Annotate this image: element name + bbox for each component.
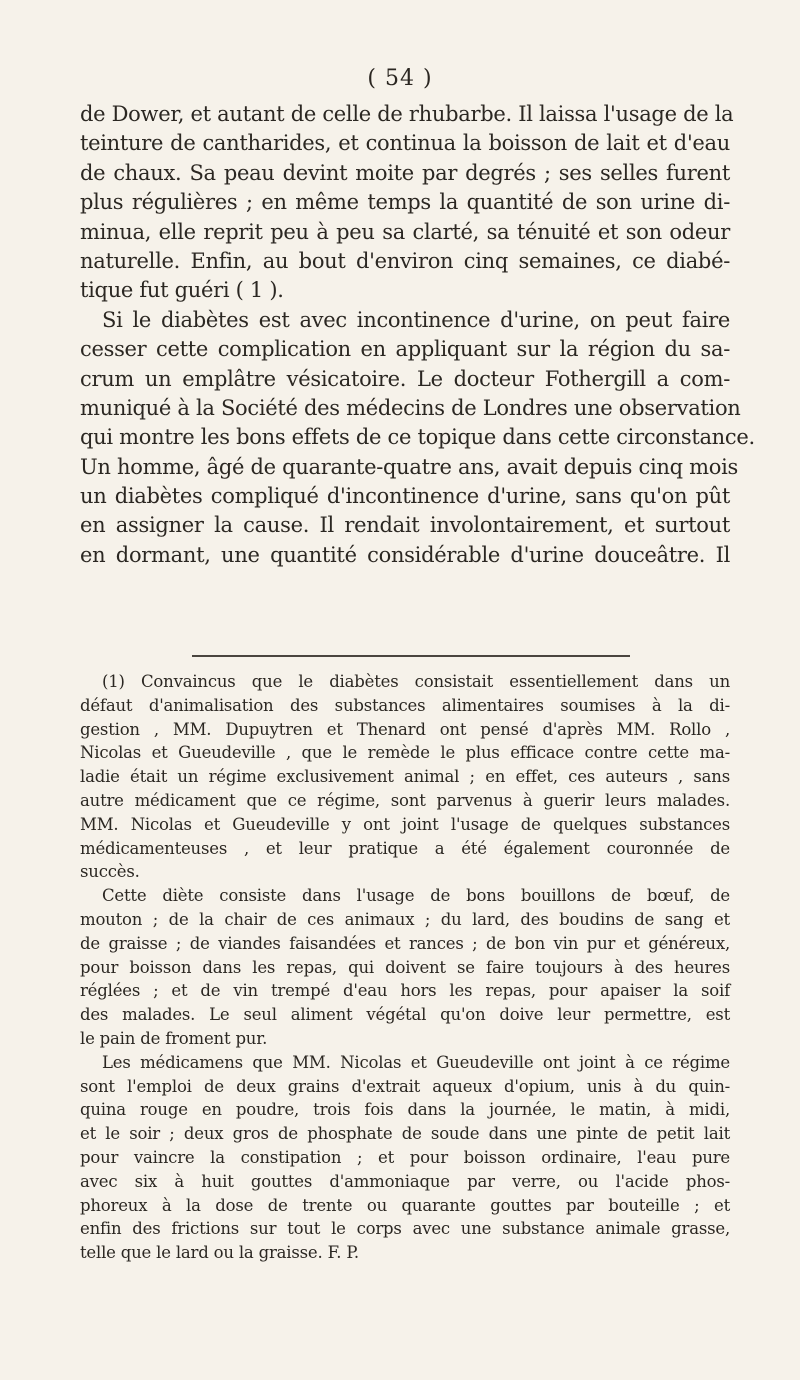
text-line: minua, elle reprit peu à peu sa clarté, sa ténuité et son odeur [80,219,730,244]
text-line: qui montre les bons effets de ce topique dans cette circonstance. [80,425,755,450]
text-line: un diabètes compliqué d'incontinence d'urine, sans qu'on pût [80,484,730,509]
footnote-divider [192,655,630,657]
footnote-line: gestion , MM. Dupuytren et Thenard ont pensé d'après MM. Rollo , [80,719,730,739]
text-line: cesser cette complication en appliquant sur la région du sa- [80,337,730,362]
footnote-line: autre médicament que ce régime, sont parvenus à guerir leurs malades. [80,790,730,810]
footnote-line: défaut d'animalisation des substances alimentaires soumises à la di- [80,695,730,715]
footnote-line: réglées ; et de vin trempé d'eau hors les repas, pour apaiser la soif [80,981,730,1001]
footnote-line: ladie était un régime exclusivement animal ; en effet, ces auteurs , sans [80,767,730,787]
footnote-line: quina rouge en poudre, trois fois dans la journée, le matin, à midi, [80,1100,730,1120]
footnote-line: MM. Nicolas et Gueudeville y ont joint l'usage de quelques substances [80,814,730,834]
text-line: teinture de cantharides, et continua la boisson de lait et d'eau [80,131,730,156]
text-line: naturelle. Enfin, au bout d'environ cinq semaines, ce diabé- [80,248,730,273]
footnote [80,670,730,1265]
footnote-line: de graisse ; de viandes faisandées et rances ; de bon vin pur et généreux, [80,933,730,953]
footnote-line: phoreux à la dose de trente ou quarante gouttes par bouteille ; et [80,1195,730,1215]
footnote-line: mouton ; de la chair de ces animaux ; du lard, des boudins de sang et [80,909,730,929]
footnote-line: des malades. Le seul aliment végétal qu'on doive leur permettre, est [80,1005,730,1025]
text-line: plus régulières ; en même temps la quantité de son urine di- [80,190,730,215]
text-line: crum un emplâtre vésicatoire. Le docteur Fothergill a com- [80,366,730,391]
text-line: Un homme, âgé de quarante-quatre ans, avait depuis cinq mois [80,454,738,479]
footnote-line: sont l'emploi de deux grains d'extrait aqueux d'opium, unis à du quin- [80,1076,730,1096]
footnote-line: médicamenteuses , et leur pratique a été également couronnée de [80,838,730,858]
footnote-line: et le soir ; deux gros de phosphate de soude dans une pinte de petit lait [80,1124,730,1144]
footnote-line: avec six à huit gouttes d'ammoniaque par verre, ou l'acide phos- [80,1171,730,1191]
text-line: en dormant, une quantité considérable d'urine douceâtre. Il [80,542,730,567]
footnote-line: pour vaincre la constipation ; et pour boisson ordinaire, l'eau pure [80,1147,730,1167]
main-text [80,100,755,570]
footnote-line: (1) Convaincus que le diabètes consistait essentiellement dans un [102,672,730,691]
text-line: muniqué à la Société des médecins de Londres une observation [80,395,741,420]
text-line: en assigner la cause. Il rendait involontairement, et surtout [80,513,730,538]
footnote-line: le pain de froment pur. [80,1028,268,1048]
footnote-line: enfin des frictions sur tout le corps avec une substance animale grasse, [80,1219,730,1239]
page-number: ( 54 ) [367,66,433,91]
text-line: de Dower, et autant de celle de rhubarbe. Il laissa l'usage de la [80,102,734,126]
footnote-line: Nicolas et Gueudeville , que le remède le plus efficace contre cette ma- [80,743,730,763]
footnote-line: pour boisson dans les repas, qui doivent se faire toujours à des heures [80,957,730,977]
footnote-line: telle que le lard ou la graisse. F. P. [80,1243,359,1263]
footnote-line: Les médicamens que MM. Nicolas et Gueudeville ont joint à ce régime [102,1052,730,1072]
footnote-line: Cette diète consiste dans l'usage de bons bouillons de bœuf, de [102,886,730,906]
text-line: de chaux. Sa peau devint moite par degrés ; ses selles furent [80,160,730,185]
footnote-line: succès. [80,862,140,882]
text-line: Si le diabètes est avec incontinence d'urine, on peut faire [102,307,730,332]
text-line: tique fut guéri ( 1 ). [80,278,284,303]
